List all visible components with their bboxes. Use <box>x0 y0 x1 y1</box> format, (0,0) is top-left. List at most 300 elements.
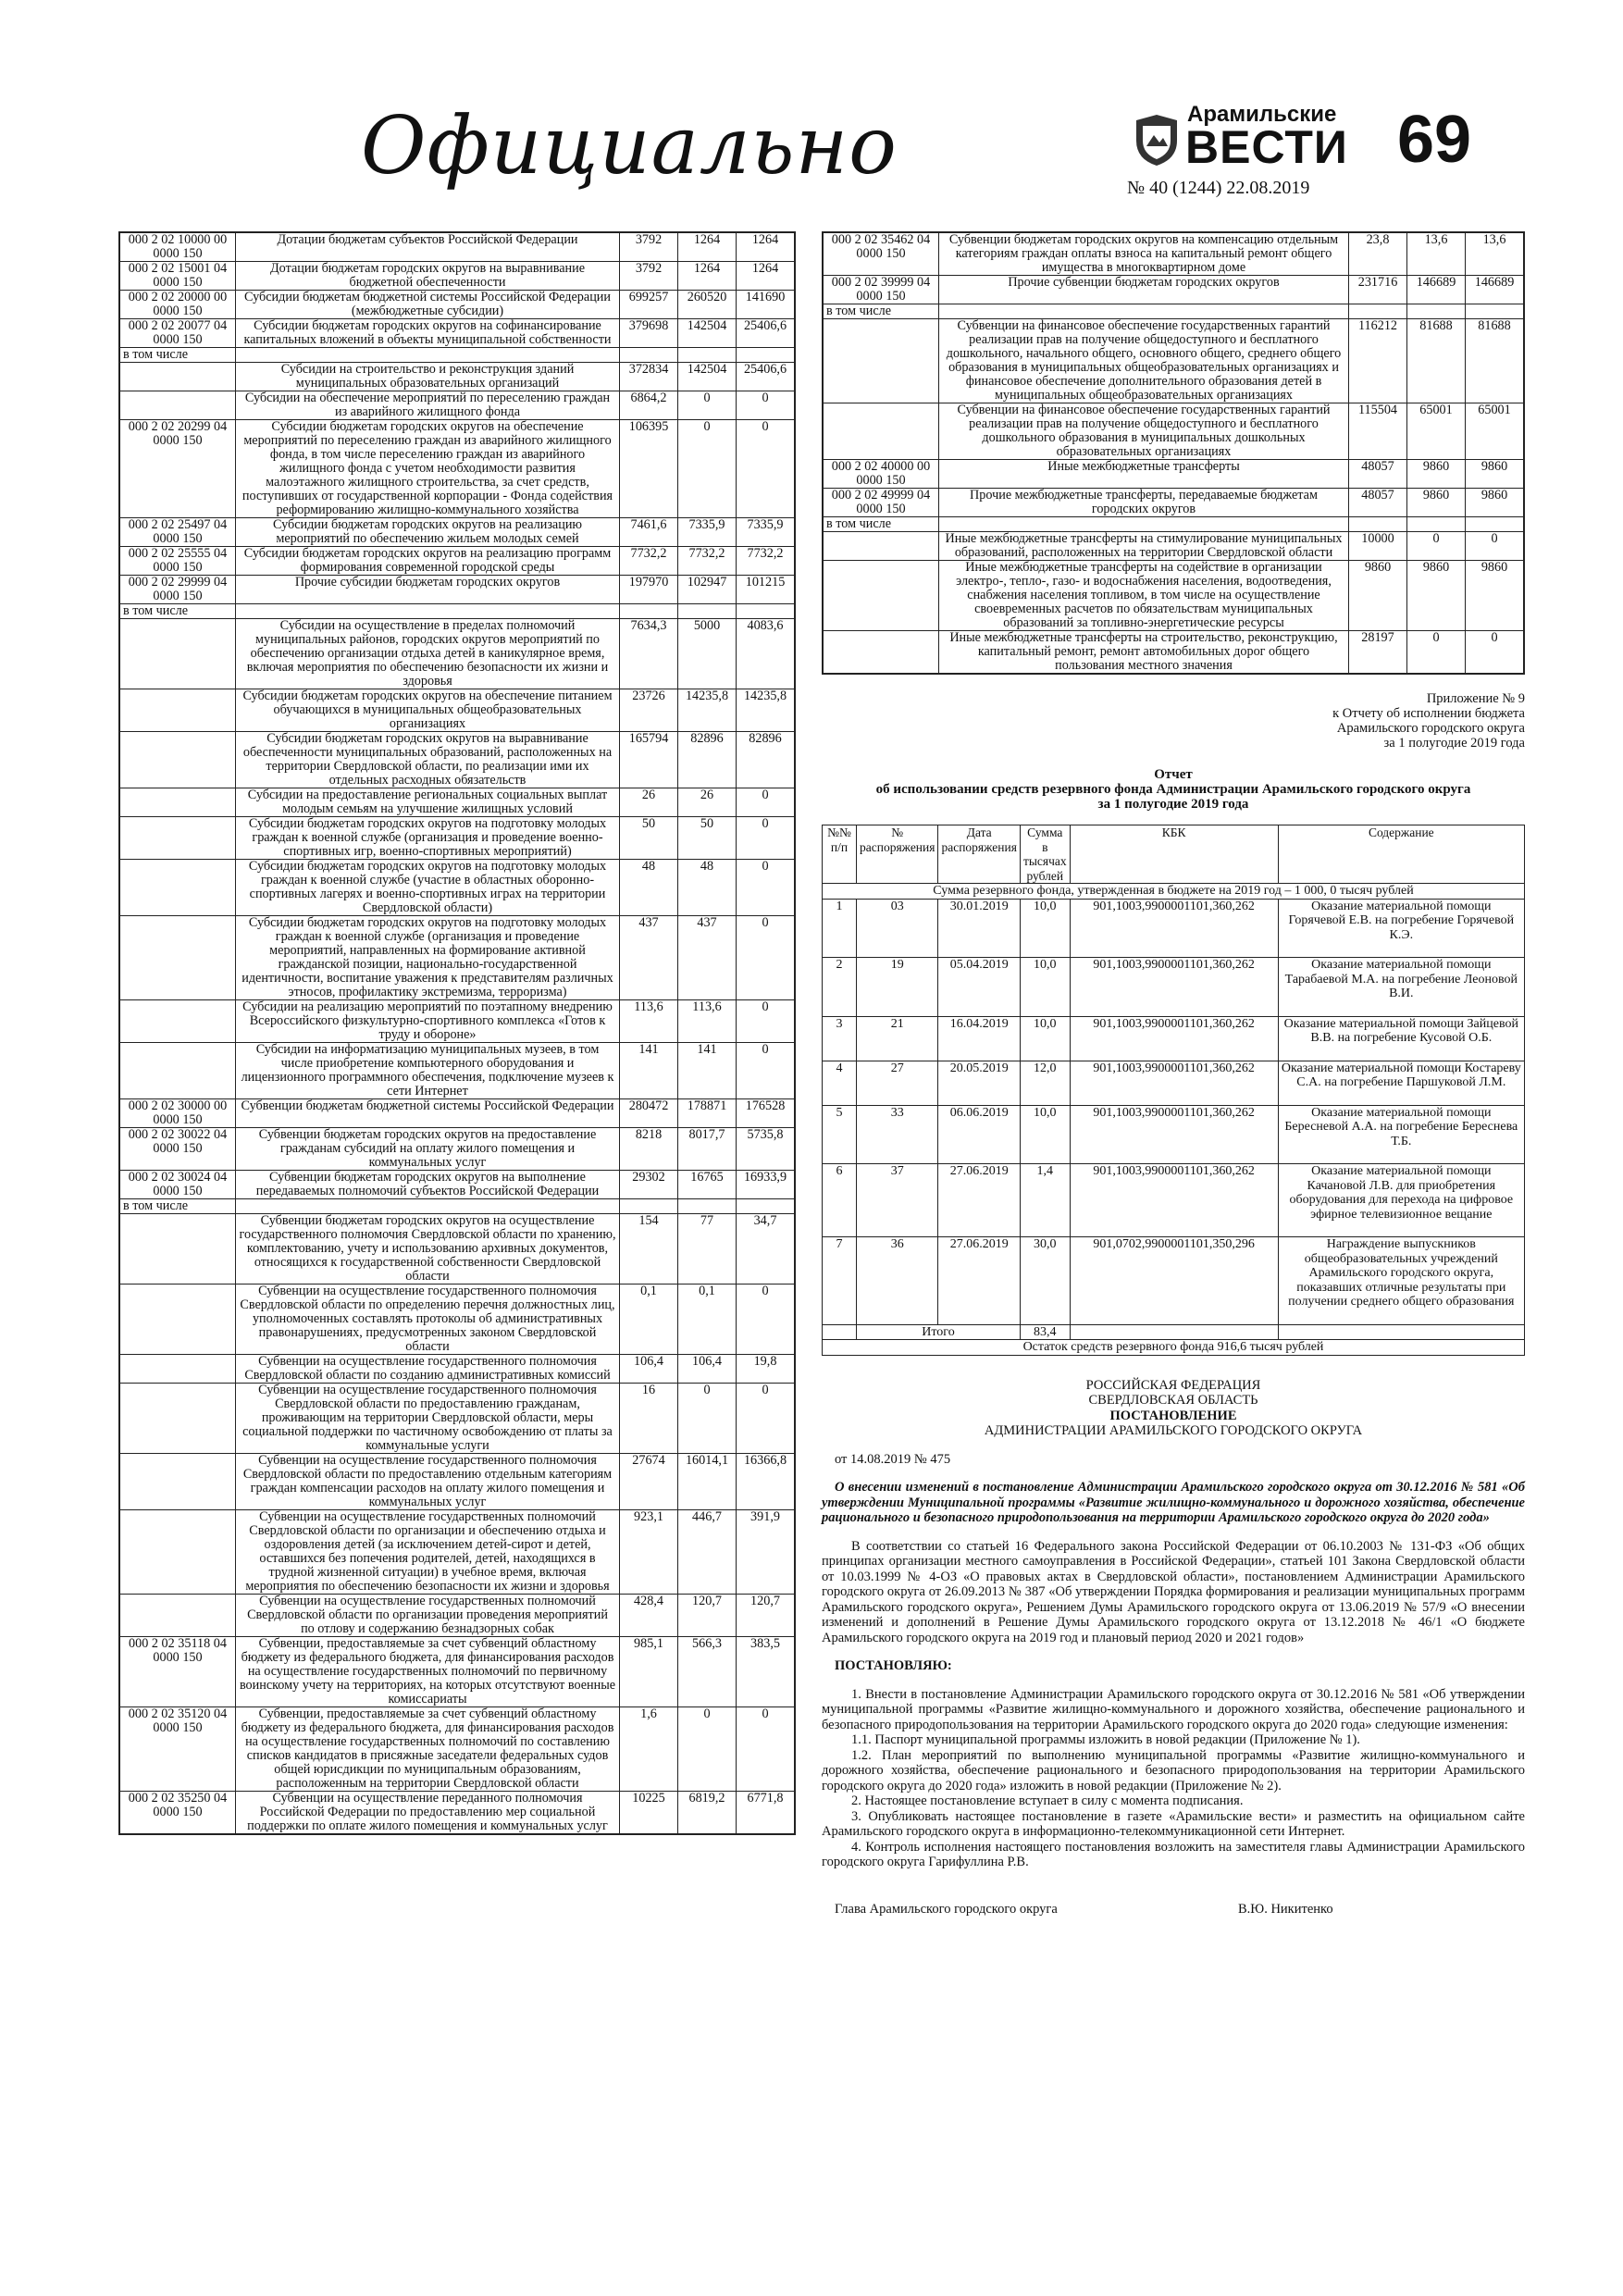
name-cell: Субвенции бюджетам городских округов на выполнение передаваемых полномочий субъектов Российской Федерации <box>236 1171 620 1199</box>
report-kbk-cell: 901,1003,9900001101,360,262 <box>1070 1105 1278 1164</box>
table-row <box>823 1164 1525 1237</box>
half-year-plan-cell: 81688 <box>1407 319 1466 403</box>
plan-value-cell: 165794 <box>620 732 678 788</box>
executed-value-cell: 0 <box>737 788 796 817</box>
name-cell: Иные межбюджетные трансферты на строительство, реконструкцию, капитальный ремонт, ремонт автомобильных дорог общего пользования местного значения <box>939 631 1349 675</box>
name-cell: Субвенции на осуществление государственного полномочия Свердловской области по созданию административных комиссий <box>236 1355 620 1384</box>
plan-value-cell: 231716 <box>1349 276 1407 304</box>
decree-date: от 14.08.2019 № 475 <box>835 1451 951 1467</box>
half-year-plan-cell: 106,4 <box>678 1355 737 1384</box>
plan-value-cell: 116212 <box>1349 319 1407 403</box>
half-year-plan-cell: 0 <box>678 1707 737 1792</box>
report-kbk-cell: 901,1003,9900001101,360,262 <box>1070 958 1278 1017</box>
executed-value-cell: 0 <box>737 391 796 420</box>
table-row <box>119 916 795 1000</box>
report-date-cell: 27.06.2019 <box>938 1237 1020 1325</box>
name-cell: Субсидии на информатизацию муниципальных музеев, в том числе приобретение компьютерного оборудования и лицензионного программного обеспечения, подключение музеев к сети Интернет <box>236 1043 620 1099</box>
half-year-plan-cell: 6819,2 <box>678 1792 737 1835</box>
table-row <box>119 1214 795 1285</box>
name-cell: Субсидии на предоставление региональных социальных выплат молодым семьям на улучшение жилищных условий <box>236 788 620 817</box>
signer-name: В.Ю. Никитенко <box>1238 1901 1333 1917</box>
name-cell: Субвенции на осуществление государственного полномочия Свердловской области по предоставлению отдельным категориям граждан компенсации расходов на оплату жилого помещения и коммунальных услуг <box>236 1454 620 1510</box>
table-row <box>823 958 1525 1017</box>
code-cell: в том числе <box>119 348 236 363</box>
table-row <box>119 860 795 916</box>
name-cell: Субвенции, предоставляемые за счет субвенций областному бюджету из федерального бюджета, для финансирования расходов на осуществление государственных полномочий по составлению списков кандидатов в присяжные заседатели федеральных судов общей юрисдикции по муниципальным образованиям, расположенным на территории Свердловской области <box>236 1707 620 1792</box>
name-cell: Субвенции на осуществление переданного полномочия Российской Федерации по предоставлению мер социальной поддержки по оплате жилого помещения и коммунальных услуг <box>236 1792 620 1835</box>
header-cell: Сумма в тысячах рублей <box>1020 825 1070 884</box>
code-cell: 000 2 02 30000 00 0000 150 <box>119 1099 236 1128</box>
executed-value-cell: 25406,6 <box>737 363 796 391</box>
code-cell: 000 2 02 35118 04 0000 150 <box>119 1637 236 1707</box>
table-row <box>119 348 795 363</box>
half-year-plan-cell <box>1407 517 1466 532</box>
table-row <box>823 517 1524 532</box>
name-cell: Субвенции бюджетам городских округов на осуществление государственного полномочия Свердловской области по хранению, комплектованию, учету и использованию архивных документов, относящихся к государственной собственности Свердловской области <box>236 1214 620 1285</box>
report-text-cell: Оказание материальной помощи Горячевой Е.В. на погребение Горячевой К.Э. <box>1278 899 1524 958</box>
header-cell: №№ п/п <box>823 825 857 884</box>
code-cell <box>119 1043 236 1099</box>
report-date-cell: 20.05.2019 <box>938 1061 1020 1105</box>
code-cell <box>119 860 236 916</box>
table-row <box>823 899 1525 958</box>
name-cell: Субвенции бюджетам городских округов на компенсацию отдельным категориям граждан оплаты взноса на капитальный ремонт общего имущества в многоквартирном доме <box>939 232 1349 276</box>
plan-value-cell: 437 <box>620 916 678 1000</box>
name-cell: Субсидии бюджетам городских округов на реализацию мероприятий по обеспечению жильем молодых семей <box>236 518 620 547</box>
table-row <box>823 319 1524 403</box>
half-year-plan-cell: 9860 <box>1407 489 1466 517</box>
table-row <box>119 1595 795 1637</box>
table-row <box>823 460 1524 489</box>
fund-amount-row <box>823 884 1525 900</box>
report-num-cell: 21 <box>857 1016 938 1061</box>
plan-value-cell: 26 <box>620 788 678 817</box>
coat-of-arms-icon <box>1134 113 1180 167</box>
decree-heading: АДМИНИСТРАЦИИ АРАМИЛЬСКОГО ГОРОДСКОГО ОКРУГА <box>984 1423 1363 1438</box>
plan-value-cell: 115504 <box>1349 403 1407 460</box>
executed-value-cell: 81688 <box>1466 319 1525 403</box>
executed-value-cell: 1264 <box>737 262 796 291</box>
name-cell: Субсидии бюджетам городских округов на софинансирование капитальных вложений в объекты муниципальной собственности <box>236 319 620 348</box>
half-year-plan-cell: 65001 <box>1407 403 1466 460</box>
executed-value-cell: 14235,8 <box>737 689 796 732</box>
plan-value-cell: 3792 <box>620 262 678 291</box>
plan-value-cell: 113,6 <box>620 1000 678 1043</box>
name-cell: Прочие межбюджетные трансферты, передаваемые бюджетам городских округов <box>939 489 1349 517</box>
table-row <box>119 689 795 732</box>
report-sum-cell: 1,4 <box>1020 1164 1070 1237</box>
half-year-plan-cell: 178871 <box>678 1099 737 1128</box>
report-n-cell: 6 <box>823 1164 857 1237</box>
table-row <box>119 576 795 604</box>
name-cell: Субсидии на реализацию мероприятий по поэтапному внедрению Всероссийского физкультурно-спортивного комплекса «Готов к труду и обороне» <box>236 1000 620 1043</box>
plan-value-cell: 10225 <box>620 1792 678 1835</box>
plan-value-cell: 48057 <box>1349 489 1407 517</box>
reserve-fund-table <box>822 825 1525 1356</box>
plan-value-cell: 923,1 <box>620 1510 678 1595</box>
table-row <box>823 631 1524 675</box>
table-row <box>119 1355 795 1384</box>
executed-value-cell: 16933,9 <box>737 1171 796 1199</box>
right-column <box>822 231 1525 1920</box>
plan-value-cell: 1,6 <box>620 1707 678 1792</box>
code-cell: в том числе <box>119 1199 236 1214</box>
report-sum-cell: 10,0 <box>1020 1016 1070 1061</box>
table-row <box>823 1105 1525 1164</box>
code-cell: в том числе <box>119 604 236 619</box>
table-row <box>119 732 795 788</box>
table-row <box>823 304 1524 319</box>
logo-bottom-text: ВЕСТИ <box>1185 121 1348 173</box>
executed-value-cell: 0 <box>737 916 796 1000</box>
header-cell: КБК <box>1070 825 1278 884</box>
report-text-cell: Оказание материальной помощи Костареву С.А. на погребение Паршуковой Л.М. <box>1278 1061 1524 1105</box>
report-sum-cell: 30,0 <box>1020 1237 1070 1325</box>
code-cell: 000 2 02 20299 04 0000 150 <box>119 420 236 518</box>
table-row <box>119 363 795 391</box>
report-n-cell: 7 <box>823 1237 857 1325</box>
half-year-plan-cell: 7732,2 <box>678 547 737 576</box>
table-row <box>823 532 1524 561</box>
half-year-plan-cell: 141 <box>678 1043 737 1099</box>
report-kbk-cell: 901,1003,9900001101,360,262 <box>1070 1164 1278 1237</box>
decree-heading: РОССИЙСКАЯ ФЕДЕРАЦИЯ <box>1085 1377 1261 1393</box>
code-cell: 000 2 02 35120 04 0000 150 <box>119 1707 236 1792</box>
name-cell: Иные межбюджетные трансферты на стимулирование муниципальных образований, расположенных на территории Свердловской области <box>939 532 1349 561</box>
decree-paragraph: 1.2. План мероприятий по выполнению муниципальной программы «Развитие жилищно-коммунального и дорожного хозяйства, обеспечение рационального и безопасного природопользования на территории Арамильского городского округа до 2020 года» изложить в новой редакции (Приложение № 2). <box>822 1747 1525 1793</box>
report-kbk-cell: 901,1003,9900001101,360,262 <box>1070 899 1278 958</box>
name-cell: Субвенции на осуществление государственного полномочия Свердловской области по определению перечня должностных лиц, уполномоченных составлять протоколы об административных правонарушениях, предусмотренных законом Свердловской области <box>236 1285 620 1355</box>
name-cell: Субсидии бюджетам городских округов на обеспечение питанием обучающихся в муниципальных общеобразовательных организациях <box>236 689 620 732</box>
name-cell <box>236 604 620 619</box>
half-year-plan-cell: 142504 <box>678 319 737 348</box>
appendix-line: Арамильского городского округа <box>1336 721 1525 736</box>
table-row <box>823 403 1524 460</box>
name-cell: Субвенции, предоставляемые за счет субвенций областному бюджету из федерального бюджета, для финансирования расходов на осуществление государственных полномочий по первичному воинскому учету на территориях, на которых отсутствуют военные комиссариаты <box>236 1637 620 1707</box>
report-kbk-cell: 901,1003,9900001101,360,262 <box>1070 1061 1278 1105</box>
code-cell <box>119 1355 236 1384</box>
half-year-plan-cell: 16014,1 <box>678 1454 737 1510</box>
name-cell: Субсидии бюджетам городских округов на обеспечение мероприятий по переселению граждан из аварийного жилищного фонда, в том числе переселению граждан из аварийного жилищного фонда с учетом необходимости развития малоэтажного жилищного строительства, за счет средств, поступивших от государственной корпорации - Фонда содействия реформированию жилищно-коммунального хозяйства <box>236 420 620 518</box>
half-year-plan-cell: 0 <box>1407 631 1466 675</box>
code-cell: 000 2 02 35462 04 0000 150 <box>823 232 939 276</box>
executed-value-cell: 7335,9 <box>737 518 796 547</box>
code-cell: 000 2 02 20077 04 0000 150 <box>119 319 236 348</box>
plan-value-cell: 7732,2 <box>620 547 678 576</box>
code-cell: 000 2 02 20000 00 0000 150 <box>119 291 236 319</box>
report-date-cell: 16.04.2019 <box>938 1016 1020 1061</box>
name-cell: Дотации бюджетам городских округов на выравнивание бюджетной обеспеченности <box>236 262 620 291</box>
decree-resolve: ПОСТАНОВЛЯЮ: <box>835 1658 952 1673</box>
plan-value-cell <box>1349 304 1407 319</box>
appendix-line: Приложение № 9 <box>1426 691 1525 706</box>
code-cell <box>119 1214 236 1285</box>
table-row <box>119 1510 795 1595</box>
name-cell: Прочие субвенции бюджетам городских округов <box>939 276 1349 304</box>
code-cell: 000 2 02 10000 00 0000 150 <box>119 232 236 262</box>
decree-paragraph: 2. Настоящее постановление вступает в силу с момента подписания. <box>851 1793 1244 1808</box>
half-year-plan-cell: 1264 <box>678 262 737 291</box>
table-row <box>119 420 795 518</box>
decree-paragraph: 3. Опубликовать настоящее постановление в газете «Арамильские вести» и разместить на официальном сайте Арамильского городского округа в информационно-телекоммуникационной сети Интернет. <box>822 1808 1525 1839</box>
plan-value-cell <box>620 348 678 363</box>
half-year-plan-cell: 50 <box>678 817 737 860</box>
report-date-cell: 27.06.2019 <box>938 1164 1020 1237</box>
newspaper-logo <box>1134 100 1356 174</box>
code-cell <box>823 319 939 403</box>
plan-value-cell: 28197 <box>1349 631 1407 675</box>
name-cell: Субвенции на осуществление государственных полномочий Свердловской области по организации и обеспечению отдыха и оздоровления детей (за исключением детей-сирот и детей, оставшихся без попечения родителей, детей, находящихся в трудной жизненной ситуации) в учебное время, включая мероприятия по обеспечению безопасности их жизни и здоровья <box>236 1510 620 1595</box>
name-cell: Иные межбюджетные трансферты <box>939 460 1349 489</box>
executed-value-cell: 0 <box>737 1000 796 1043</box>
executed-value-cell: 146689 <box>1466 276 1525 304</box>
code-cell <box>823 532 939 561</box>
table-row <box>119 262 795 291</box>
plan-value-cell: 48 <box>620 860 678 916</box>
header-cell: Дата распоряжения <box>938 825 1020 884</box>
code-cell <box>119 1510 236 1595</box>
table-row <box>119 1099 795 1128</box>
executed-value-cell: 0 <box>737 420 796 518</box>
code-cell <box>119 732 236 788</box>
report-num-cell: 19 <box>857 958 938 1017</box>
executed-value-cell: 6771,8 <box>737 1792 796 1835</box>
plan-value-cell: 197970 <box>620 576 678 604</box>
half-year-plan-cell: 142504 <box>678 363 737 391</box>
signer-role: Глава Арамильского городского округа <box>835 1901 1058 1917</box>
executed-value-cell: 0 <box>737 1384 796 1454</box>
half-year-plan-cell: 446,7 <box>678 1510 737 1595</box>
decree-preamble: В соответствии со статьей 16 Федерального закона Российской Федерации от 06.10.2003 № 131-ФЗ «Об общих принципах организации местного самоуправления в Российской Федерации», статьей 101 Закона Свердловской области от 10.03.1999 № 4-ОЗ «О правовых актах в Свердловской области», постановлением Администрации Арамильского городского округа от 26.09.2013 № 387 «Об утверждении Порядка формирования и реализации муниципальных программ Арамильского городского округа», Решением Думы Арамильского городского округа от 13.06.2019 № 57/9 «О внесении изменений и дополнений в Решение Думы Арамильского городского округа от 13.12.2018 № 46/1 «О бюджете Арамильского городского округа на 2019 год и плановый период 2020 и 2021 годов» <box>822 1538 1525 1645</box>
half-year-plan-cell: 120,7 <box>678 1595 737 1637</box>
code-cell <box>119 363 236 391</box>
executed-value-cell: 141690 <box>737 291 796 319</box>
logo-top-text: Арамильские <box>1187 102 1337 127</box>
table-row <box>119 391 795 420</box>
executed-value-cell: 0 <box>1466 532 1525 561</box>
name-cell: Субвенции бюджетам бюджетной системы Российской Федерации <box>236 1099 620 1128</box>
report-title-line: Отчет <box>1154 767 1193 782</box>
half-year-plan-cell <box>678 348 737 363</box>
decree-subject: О внесении изменений в постановление Администрации Арамильского городского округа от 30.12.2016 № 581 «Об утверждении Муниципальной программы «Развитие жилищно-коммунального и дорожного хозяйства, обеспечение рационального и безопасного природопользования на территории Арамильского городского округа до 2020 года» <box>822 1480 1525 1525</box>
executed-value-cell: 9860 <box>1466 561 1525 631</box>
plan-value-cell: 3792 <box>620 232 678 262</box>
signature-line <box>822 1902 1525 1920</box>
code-cell: 000 2 02 25497 04 0000 150 <box>119 518 236 547</box>
plan-value-cell: 141 <box>620 1043 678 1099</box>
report-n-cell: 1 <box>823 899 857 958</box>
report-title <box>822 767 1525 812</box>
report-n-cell: 3 <box>823 1016 857 1061</box>
table-row <box>119 518 795 547</box>
table-row <box>823 1237 1525 1325</box>
name-cell: Прочие субсидии бюджетам городских округов <box>236 576 620 604</box>
name-cell: Субвенции на финансовое обеспечение государственных гарантий реализации прав на получение общедоступного и бесплатного дошкольного, начального общего, основного общего, среднего общего образования в муниципальных общеобразовательных организациях и финансовое обеспечение дополнительного образования детей в муниципальных общеобразовательных организациях <box>939 319 1349 403</box>
name-cell: Субсидии на обеспечение мероприятий по переселению граждан из аварийного жилищного фонда <box>236 391 620 420</box>
report-num-cell: 03 <box>857 899 938 958</box>
report-num-cell: 33 <box>857 1105 938 1164</box>
executed-value-cell: 0 <box>737 860 796 916</box>
report-text-cell: Оказание материальной помощи Тарабаевой М.А. на погребение Леоновой В.И. <box>1278 958 1524 1017</box>
half-year-plan-cell: 16765 <box>678 1171 737 1199</box>
executed-value-cell: 19,8 <box>737 1355 796 1384</box>
code-cell: 000 2 02 30024 04 0000 150 <box>119 1171 236 1199</box>
decree-paragraph: 1. Внести в постановление Администрации Арамильского городского округа от 30.12.2016 № 581 «Об утверждении муниципальной программы «Развитие жилищно-коммунального и дорожного хозяйства, обеспечение рационального и безопасного природопользования на территории Арамильского городского округа до 2020 года» следующие изменения: <box>822 1686 1525 1732</box>
plan-value-cell <box>620 1199 678 1214</box>
fund-amount-cell: Сумма резервного фонда, утвержденная в бюджете на 2019 год – 1 000, 0 тысяч рублей <box>823 884 1525 900</box>
code-cell: 000 2 02 35250 04 0000 150 <box>119 1792 236 1835</box>
report-sum-cell: 12,0 <box>1020 1061 1070 1105</box>
half-year-plan-cell: 48 <box>678 860 737 916</box>
plan-value-cell: 372834 <box>620 363 678 391</box>
code-cell: 000 2 02 49999 04 0000 150 <box>823 489 939 517</box>
half-year-plan-cell <box>678 604 737 619</box>
plan-value-cell: 16 <box>620 1384 678 1454</box>
plan-value-cell <box>620 604 678 619</box>
code-cell <box>119 391 236 420</box>
table-row <box>119 1792 795 1835</box>
plan-value-cell: 50 <box>620 817 678 860</box>
remainder-cell: Остаток средств резервного фонда 916,6 тысяч рублей <box>823 1340 1525 1356</box>
executed-value-cell: 383,5 <box>737 1637 796 1707</box>
total-label: Итого <box>857 1324 1021 1340</box>
plan-value-cell: 10000 <box>1349 532 1407 561</box>
total-value: 83,4 <box>1020 1324 1070 1340</box>
table-row <box>119 1707 795 1792</box>
code-cell <box>119 1000 236 1043</box>
code-cell <box>119 788 236 817</box>
report-num-cell: 27 <box>857 1061 938 1105</box>
half-year-plan-cell: 7335,9 <box>678 518 737 547</box>
name-cell: Субвенции на осуществление государственных полномочий Свердловской области по организации проведения мероприятий по отлову и содержанию безнадзорных собак <box>236 1595 620 1637</box>
executed-value-cell: 0 <box>737 1285 796 1355</box>
executed-value-cell <box>737 604 796 619</box>
executed-value-cell: 0 <box>737 1707 796 1792</box>
report-date-cell: 06.06.2019 <box>938 1105 1020 1164</box>
table-row <box>119 291 795 319</box>
report-num-cell: 36 <box>857 1237 938 1325</box>
report-title-line: за 1 полугодие 2019 года <box>1097 797 1249 812</box>
table-row <box>119 619 795 689</box>
name-cell: Субсидии на строительство и реконструкция зданий муниципальных образовательных организаций <box>236 363 620 391</box>
executed-value-cell: 101215 <box>737 576 796 604</box>
plan-value-cell <box>1349 517 1407 532</box>
table-row <box>119 788 795 817</box>
table-row <box>119 1199 795 1214</box>
appendix-line: к Отчету об исполнении бюджета <box>1332 706 1525 721</box>
name-cell <box>236 348 620 363</box>
table-row <box>119 604 795 619</box>
plan-value-cell: 7634,3 <box>620 619 678 689</box>
header-cell: Содержание <box>1278 825 1524 884</box>
name-cell: Иные межбюджетные трансферты на содействие в организации электро-, тепло-, газо- и водоснабжения населения, водоотведения, снабжения населения топливом, в том числе на осуществление своевременных расчетов по обязательствам муниципальных образований за топливно-энергетические ресурсы <box>939 561 1349 631</box>
name-cell <box>236 1199 620 1214</box>
code-cell: 000 2 02 30022 04 0000 150 <box>119 1128 236 1171</box>
executed-value-cell: 0 <box>1466 631 1525 675</box>
name-cell: Субсидии бюджетам бюджетной системы Российской Федерации (межбюджетные субсидии) <box>236 291 620 319</box>
table-row <box>119 1128 795 1171</box>
executed-value-cell: 391,9 <box>737 1510 796 1595</box>
table-row <box>119 1043 795 1099</box>
executed-value-cell: 82896 <box>737 732 796 788</box>
plan-value-cell: 699257 <box>620 291 678 319</box>
report-title-line: об использовании средств резервного фонда Администрации Арамильского городского округа <box>875 782 1471 797</box>
plan-value-cell: 0,1 <box>620 1285 678 1355</box>
code-cell <box>119 1595 236 1637</box>
name-cell: Субвенции на осуществление государственного полномочия Свердловской области по предоставлению гражданам, проживающим на территории Свердловской области, меры социальной поддержки по частичному освобождению от платы за коммунальные услуги <box>236 1384 620 1454</box>
section-title: Официально <box>361 100 898 192</box>
table-row <box>119 1454 795 1510</box>
report-num-cell: 37 <box>857 1164 938 1237</box>
table-row <box>119 1285 795 1355</box>
report-kbk-cell: 901,1003,9900001101,360,262 <box>1070 1016 1278 1061</box>
plan-value-cell: 48057 <box>1349 460 1407 489</box>
executed-value-cell: 5735,8 <box>737 1128 796 1171</box>
half-year-plan-cell: 260520 <box>678 291 737 319</box>
report-date-cell: 30.01.2019 <box>938 899 1020 958</box>
half-year-plan-cell: 0 <box>678 420 737 518</box>
name-cell <box>939 304 1349 319</box>
table-row <box>823 1016 1525 1061</box>
executed-value-cell: 4083,6 <box>737 619 796 689</box>
name-cell <box>939 517 1349 532</box>
report-text-cell: Награждение выпускников общеобразовательных учреждений Арамильского городского округа, показавших отличные результаты при получении среднего общего образования <box>1278 1237 1524 1325</box>
code-cell <box>119 1384 236 1454</box>
executed-value-cell: 34,7 <box>737 1214 796 1285</box>
plan-value-cell: 280472 <box>620 1099 678 1128</box>
name-cell: Субсидии бюджетам городских округов на выравнивание обеспеченности муниципальных образований, расположенных на территории Свердловской области, по реализации ими их отдельных расходных обязательств <box>236 732 620 788</box>
executed-value-cell: 25406,6 <box>737 319 796 348</box>
code-cell <box>119 1454 236 1510</box>
executed-value-cell: 0 <box>737 817 796 860</box>
code-cell: 000 2 02 40000 00 0000 150 <box>823 460 939 489</box>
half-year-plan-cell <box>1407 304 1466 319</box>
plan-value-cell: 379698 <box>620 319 678 348</box>
executed-value-cell <box>737 348 796 363</box>
code-cell <box>823 561 939 631</box>
half-year-plan-cell: 566,3 <box>678 1637 737 1707</box>
code-cell <box>823 631 939 675</box>
plan-value-cell: 428,4 <box>620 1595 678 1637</box>
code-cell: 000 2 02 29999 04 0000 150 <box>119 576 236 604</box>
decree-heading: ПОСТАНОВЛЕНИЕ <box>1109 1408 1237 1423</box>
plan-value-cell: 106,4 <box>620 1355 678 1384</box>
executed-value-cell: 16366,8 <box>737 1454 796 1510</box>
executed-value-cell: 120,7 <box>737 1595 796 1637</box>
code-cell: 000 2 02 25555 04 0000 150 <box>119 547 236 576</box>
table-row <box>119 319 795 348</box>
page-number: 69 <box>1397 103 1472 177</box>
plan-value-cell: 23,8 <box>1349 232 1407 276</box>
table-row <box>823 561 1524 631</box>
executed-value-cell: 176528 <box>737 1099 796 1128</box>
decree-paragraph: 4. Контроль исполнения настоящего постановления возложить на заместителя главы Администрации Арамильского городского округа Гарифуллина Р.В. <box>822 1839 1525 1869</box>
executed-value-cell: 65001 <box>1466 403 1525 460</box>
total-row <box>823 1324 1525 1340</box>
report-sum-cell: 10,0 <box>1020 899 1070 958</box>
half-year-plan-cell: 26 <box>678 788 737 817</box>
name-cell: Субвенции бюджетам городских округов на предоставление гражданам субсидий на оплату жилого помещения и коммунальных услуг <box>236 1128 620 1171</box>
name-cell: Дотации бюджетам субъектов Российской Федерации <box>236 232 620 262</box>
half-year-plan-cell: 13,6 <box>1407 232 1466 276</box>
code-cell <box>119 619 236 689</box>
half-year-plan-cell <box>678 1199 737 1214</box>
name-cell: Субсидии бюджетам городских округов на подготовку молодых граждан к военной службе (участие в областных оборонно-спортивных лагерях и военно-спортивных играх на территории Свердловской области) <box>236 860 620 916</box>
code-cell: 000 2 02 39999 04 0000 150 <box>823 276 939 304</box>
executed-value-cell: 13,6 <box>1466 232 1525 276</box>
report-sum-cell: 10,0 <box>1020 958 1070 1017</box>
name-cell: Субсидии бюджетам городских округов на подготовку молодых граждан к военной службе (организация и проведение военно-спортивных игр, военно-спортивных мероприятий) <box>236 817 620 860</box>
